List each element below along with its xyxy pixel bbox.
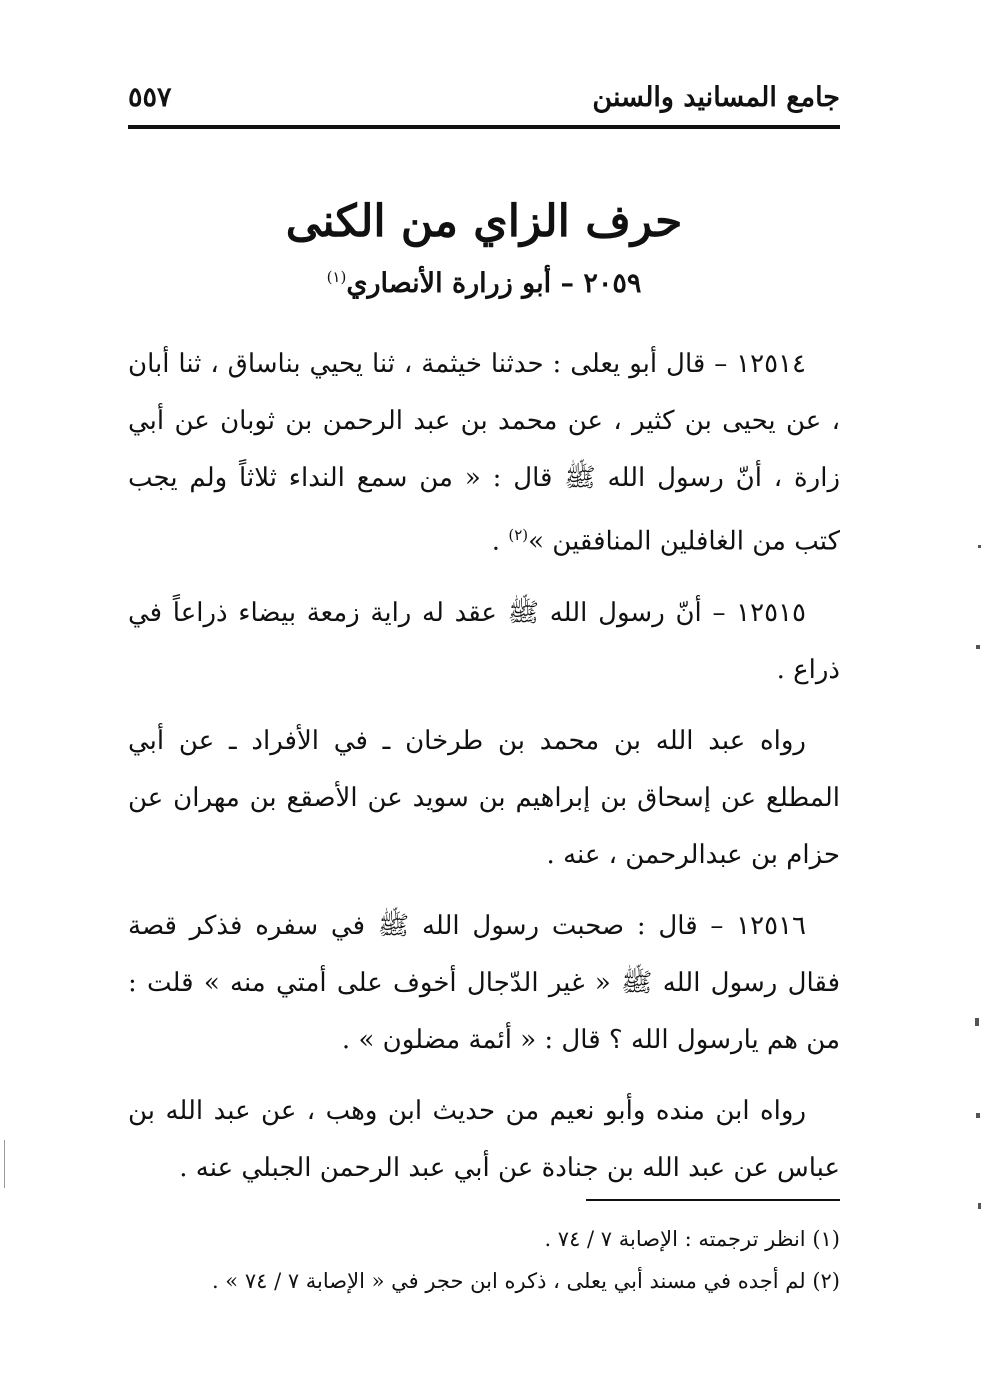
paragraph-text: ١٢٥١٦ – قال : صحبت رسول الله ﷺ في سفره فذكر قصة فقال رسول الله ﷺ « غير الدّجال أخوف على أمتي منه » قلت : من هم يارسول الله ؟ قال : « أئمة مضلون » . [128, 910, 840, 1055]
paragraph [128, 1083, 840, 1197]
paragraph-text: ١٢٥١٥ – أنّ رسول الله ﷺ عقد له راية زمعة بيضاء ذراعاً في ذراع . [128, 597, 840, 685]
scan-edge-mark [978, 1203, 981, 1209]
scan-edge-mark [976, 1113, 980, 1118]
footnote-ref: (١) [326, 268, 347, 286]
entry-dash: – [560, 268, 575, 299]
footnote-separator [586, 1199, 840, 1201]
body-text [128, 336, 840, 1211]
paragraph [128, 585, 840, 699]
header-rule [128, 125, 840, 129]
footnote: (٢) لم أجده في مسند أبي يعلى ، ذكره ابن حجر في « الإصابة ٧ / ٧٤ » . [211, 1269, 840, 1293]
scan-edge-mark [975, 1018, 979, 1026]
paragraph-text: ١٢٥١٤ – قال أبو يعلى : حدثنا خيثمة ، ثنا يحيي بناساق ، ثنا أبان ، عن يحيى بن كثير ، عن محمد بن عبد الرحمن بن ثوبان عن أبي زارة ، أنّ رسول الله ﷺ قال : « من سمع النداء ثلاثاً ولم يجب كتب من الغافلين المنافقين » [128, 349, 840, 557]
paragraph-end: . [491, 526, 509, 557]
running-title: جامع المسانيد والسنن [592, 82, 840, 113]
scan-edge-mark [978, 545, 981, 548]
paragraph [128, 336, 840, 571]
chapter-title: حرف الزاي من الكنى [285, 196, 683, 247]
page-header [128, 70, 840, 122]
paragraph-text: رواه ابن منده وأبو نعيم من حديث ابن وهب ، عن عبد الله بن عباس عن عبد الله بن جنادة عن أبي عبد الرحمن الجبلي عنه . [128, 1095, 840, 1183]
scan-edge-mark [976, 645, 980, 649]
entry-name: أبو زرارة الأنصاري [346, 268, 552, 299]
entry-heading [128, 268, 840, 299]
paragraph [128, 713, 840, 884]
footnotes [128, 1218, 840, 1302]
footnote-ref: (٢) [508, 526, 529, 544]
scan-edge-mark [4, 1140, 5, 1188]
entry-number: ٢٠٥٩ [583, 268, 642, 299]
paragraph [128, 898, 840, 1069]
page-number: ٥٥٧ [128, 82, 172, 113]
footnote: (١) انظر ترجمته : الإصابة ٧ / ٧٤ . [544, 1227, 840, 1251]
paragraph-text: رواه عبد الله بن محمد بن طرخان ـ في الأفراد ـ عن أبي المطلع عن إسحاق بن إبراهيم بن سويد عن الأصقع بن مهران عن حزام بن عبدالرحمن ، عنه . [128, 725, 840, 870]
